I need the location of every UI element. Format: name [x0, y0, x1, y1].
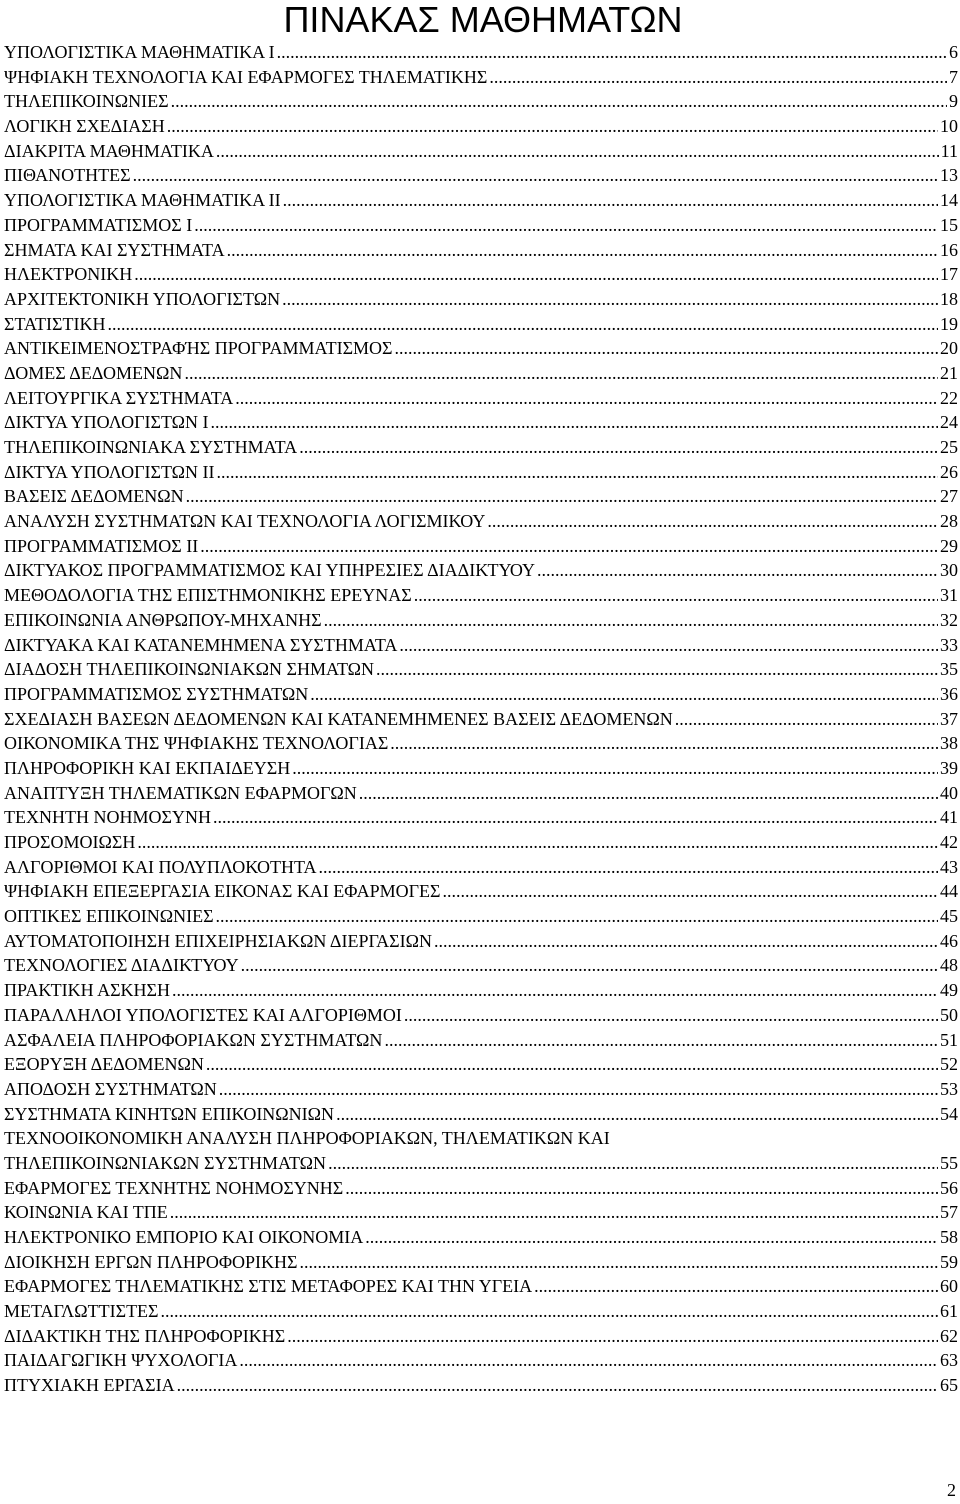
toc-dot-leader: [227, 238, 938, 263]
toc-entry-title: ΔΙΑΚΡΙΤΑ ΜΑΘΗΜΑΤΙΚΑ: [4, 140, 214, 161]
toc-dot-leader: [365, 1225, 938, 1250]
toc-entry-title: ΔΙΚΤΥΑ ΥΠΟΛΟΓΙΣΤΩΝ ΙΙ: [4, 461, 215, 482]
table-of-contents: [4, 40, 958, 1398]
toc-entry-title: ΤΕΧΝΟΟΙΚΟΝΟΜΙΚΗ ΑΝΑΛΥΣΗ ΠΛΗΡΟΦΟΡΙΑΚΩΝ, ΤΗΛΕΜΑΤΙΚΩΝ ΚΑΙ: [4, 1128, 610, 1149]
toc-entry[interactable]: [4, 312, 958, 337]
toc-entry[interactable]: [4, 386, 958, 411]
toc-entry-title: ΕΠΙΚΟΙΝΩΝΙΑ ΑΝΘΡΩΠΟΥ-ΜΗΧΑΝΗΣ: [4, 609, 322, 630]
toc-dot-leader: [108, 312, 938, 337]
toc-entry-title: ΛΕΙΤΟΥΡΓΙΚΑ ΣΥΣΤΗΜΑΤΑ: [4, 387, 234, 408]
toc-page-number: 50: [940, 1004, 958, 1025]
toc-page-number: 41: [940, 807, 958, 828]
toc-entry-title: ΣΥΣΤΗΜΑΤΑ ΚΙΝΗΤΩΝ ΕΠΙΚΟΙΝΩΝΙΩΝ: [4, 1103, 335, 1124]
toc-entry-title: ΕΦΑΡΜΟΓΕΣ ΤΕΧΝΗΤΗΣ ΝΟΗΜΟΣΥΝΗΣ: [4, 1177, 344, 1198]
toc-entry-title-cont: ΤΗΛΕΠΙΚΟΙΝΩΝΙΑΚΩΝ ΣΥΣΤΗΜΑΤΩΝ: [4, 1152, 327, 1173]
toc-entry[interactable]: [4, 805, 958, 830]
toc-page-number: 27: [940, 486, 958, 507]
toc-entry[interactable]: [4, 879, 958, 904]
toc-page-number: 59: [940, 1251, 958, 1272]
toc-page-number: 33: [940, 634, 958, 655]
toc-entry-title: ΤΗΛΕΠΙΚΟΙΝΩΝΙΕΣ: [4, 91, 169, 112]
toc-entry-title: ΒΑΣΕΙΣ ΔΕΔΟΜΕΝΩΝ: [4, 486, 184, 507]
toc-dot-leader: [211, 410, 938, 435]
toc-dot-leader: [345, 1176, 938, 1201]
toc-entry-title: ΕΦΑΡΜΟΓΕΣ ΤΗΛΕΜΑΤΙΚΗΣ ΣΤΙΣ ΜΕΤΑΦΟΡΕΣ ΚΑΙ ΤΗΝ ΥΓΕΙΑ: [4, 1276, 533, 1297]
toc-entry[interactable]: [4, 1299, 958, 1324]
toc-page-number: 65: [940, 1375, 958, 1396]
toc-page-number: 18: [940, 288, 958, 309]
toc-page-number: 45: [940, 906, 958, 927]
toc-dot-leader: [376, 657, 938, 682]
toc-dot-leader: [206, 1052, 938, 1077]
toc-entry[interactable]: [4, 89, 958, 114]
toc-entry-title: ΗΛΕΚΤΡΟΝΙΚΗ: [4, 264, 133, 285]
toc-entry[interactable]: [4, 139, 958, 164]
toc-entry-title: ΑΛΓΟΡΙΘΜΟΙ ΚΑΙ ΠΟΛΥΠΛΟΚΟΤΗΤΑ: [4, 856, 317, 877]
toc-entry-title: ΣΧΕΔΙΑΣΗ ΒΑΣΕΩΝ ΔΕΔΟΜΕΝΩΝ ΚΑΙ ΚΑΤΑΝΕΜΗΜΕΝΕΣ ΒΑΣΕΙΣ ΔΕΔΟΜΕΝΩΝ: [4, 708, 673, 729]
toc-page-number: 14: [940, 190, 958, 211]
toc-page-number: 56: [940, 1177, 958, 1198]
toc-entry[interactable]: [4, 287, 958, 312]
toc-entry[interactable]: [4, 682, 958, 707]
toc-entry[interactable]: [4, 1176, 958, 1201]
toc-page-number: 55: [940, 1152, 958, 1173]
toc-entry[interactable]: [4, 262, 958, 287]
toc-page-number: 31: [940, 585, 958, 606]
toc-entry-title: ΥΠΟΛΟΓΙΣΤΙΚΑ ΜΑΘΗΜΑΤΙΚΑ ΙΙ: [4, 190, 281, 211]
toc-page-number: 26: [940, 461, 958, 482]
toc-entry[interactable]: [4, 361, 958, 386]
toc-entry-title: ΑΣΦΑΛΕΙΑ ΠΛΗΡΟΦΟΡΙΑΚΩΝ ΣΥΣΤΗΜΑΤΩΝ: [4, 1029, 383, 1050]
toc-page-number: 20: [940, 338, 958, 359]
toc-dot-leader: [300, 1250, 938, 1275]
toc-entry[interactable]: [4, 1274, 958, 1299]
toc-page-number: 43: [940, 856, 958, 877]
toc-dot-leader: [241, 953, 938, 978]
toc-entry-title: ΕΞΟΡΥΞΗ ΔΕΔΟΜΕΝΩΝ: [4, 1054, 204, 1075]
toc-page-number: 30: [940, 560, 958, 581]
toc-page-number: 51: [940, 1029, 958, 1050]
toc-dot-leader: [534, 1274, 938, 1299]
toc-dot-leader: [537, 558, 938, 583]
toc-entry[interactable]: [4, 707, 958, 732]
page-number: 2: [947, 1480, 956, 1500]
toc-page-number: 61: [940, 1301, 958, 1322]
toc-page-number: 38: [940, 733, 958, 754]
toc-entry-continuation[interactable]: [4, 1151, 958, 1176]
toc-page-number: 9: [949, 91, 958, 112]
toc-page-number: 17: [940, 264, 958, 285]
toc-entry-title: ΟΠΤΙΚΕΣ ΕΠΙΚΟΙΝΩΝΙΕΣ: [4, 906, 214, 927]
toc-entry[interactable]: [4, 583, 958, 608]
toc-entry-title: ΔΙΟΙΚΗΣΗ ΕΡΓΩΝ ΠΛΗΡΟΦΟΡΙΚΗΣ: [4, 1251, 298, 1272]
toc-entry-title: ΤΕΧΝΟΛΟΓΙΕΣ ΔΙΑΔΙΚΤΥΟΥ: [4, 955, 239, 976]
toc-dot-leader: [235, 386, 938, 411]
toc-entry-title: ΜΕΤΑΓΛΩΤΤΙΣΤΕΣ: [4, 1301, 159, 1322]
toc-page-number: 19: [940, 313, 958, 334]
toc-entry-title: ΤΕΧΝΗΤΗ ΝΟΗΜΟΣΥΝΗ: [4, 807, 211, 828]
toc-entry-title: ΠΑΡΑΛΛΗΛΟΙ ΥΠΟΛΟΓΙΣΤΕΣ ΚΑΙ ΑΛΓΟΡΙΘΜΟΙ: [4, 1004, 402, 1025]
toc-entry[interactable]: [4, 558, 958, 583]
toc-entry-title: ΤΗΛΕΠΙΚΟΙΝΩΝΙΑΚΑ ΣΥΣΤΗΜΑΤΑ: [4, 437, 298, 457]
toc-dot-leader: [336, 1102, 938, 1127]
toc-entry-title: ΑΝΑΠΤΥΞΗ ΤΗΛΕΜΑΤΙΚΩΝ ΕΦΑΡΜΟΓΩΝ: [4, 782, 357, 803]
toc-page-number: 62: [940, 1325, 958, 1346]
toc-entry[interactable]: [4, 1324, 958, 1349]
toc-entry[interactable]: [4, 1250, 958, 1275]
toc-dot-leader: [310, 682, 938, 707]
toc-entry-title: ΠΤΥΧΙΑΚΗ ΕΡΓΑΣΙΑ: [4, 1375, 175, 1396]
toc-page-number: 39: [940, 757, 958, 778]
toc-dot-leader: [184, 361, 938, 386]
toc-entry-title: ΔΙΚΤΥΑΚΟΣ ΠΡΟΓΡΑΜΜΑΤΙΣΜΟΣ ΚΑΙ ΥΠΗΡΕΣΙΕΣ ΔΙΑΔΙΚΤΥΟΥ: [4, 560, 535, 581]
toc-entry[interactable]: [4, 1200, 958, 1225]
toc-dot-leader: [675, 707, 938, 732]
toc-entry-title: ΣΗΜΑΤΑ ΚΑΙ ΣΥΣΤΗΜΑΤΑ: [4, 239, 225, 260]
toc-entry[interactable]: [4, 855, 958, 880]
toc-page-number: 37: [940, 708, 958, 729]
toc-page-number: 46: [940, 930, 958, 951]
toc-entry-title: ΚΟΙΝΩΝΙΑ ΚΑΙ ΤΠΕ: [4, 1202, 168, 1223]
toc-entry-title: ΠΡΟΣΟΜΟΙΩΣΗ: [4, 832, 136, 852]
toc-page-number: 22: [940, 387, 958, 408]
toc-dot-leader: [213, 805, 938, 830]
toc-entry[interactable]: [4, 336, 958, 361]
toc-page-number: 40: [940, 782, 958, 803]
toc-dot-leader: [282, 287, 938, 312]
toc-dot-leader: [171, 89, 947, 114]
toc-dot-leader: [194, 213, 938, 238]
toc-entry[interactable]: [4, 460, 958, 485]
toc-dot-leader: [443, 879, 939, 904]
toc-dot-leader: [216, 139, 939, 164]
toc-page-number: 42: [940, 832, 958, 852]
toc-dot-leader: [399, 633, 938, 658]
toc-page-number: 13: [940, 165, 958, 186]
toc-entry[interactable]: [4, 1003, 958, 1028]
toc-dot-leader: [186, 484, 938, 509]
toc-dot-leader: [137, 830, 938, 855]
toc-entry-title: ΨΗΦΙΑΚΗ ΤΕΧΝΟΛΟΓΙΑ ΚΑΙ ΕΦΑΡΜΟΓΕΣ ΤΗΛΕΜΑΤΙΚΗΣ: [4, 66, 488, 87]
toc-dot-leader: [487, 509, 938, 534]
toc-dot-leader: [319, 855, 938, 880]
toc-dot-leader: [219, 1077, 938, 1102]
toc-page-number: 35: [940, 659, 958, 680]
toc-dot-leader: [161, 1299, 938, 1324]
toc-page-number: 6: [949, 42, 958, 62]
toc-entry[interactable]: [4, 929, 958, 954]
toc-entry[interactable]: [4, 238, 958, 263]
toc-dot-leader: [299, 435, 938, 460]
toc-dot-leader: [200, 534, 938, 559]
toc-dot-leader: [134, 262, 938, 287]
toc-entry[interactable]: [4, 213, 958, 238]
toc-entry-title: ΨΗΦΙΑΚΗ ΕΠΕΞΕΡΓΑΣΙΑ ΕΙΚΟΝΑΣ ΚΑΙ ΕΦΑΡΜΟΓΕΣ: [4, 881, 441, 902]
toc-dot-leader: [133, 163, 938, 188]
toc-dot-leader: [170, 1200, 938, 1225]
toc-page-number: 54: [940, 1103, 958, 1124]
toc-entry[interactable]: [4, 830, 958, 855]
toc-dot-leader: [177, 1373, 938, 1398]
toc-entry[interactable]: [4, 40, 958, 65]
toc-entry[interactable]: [4, 904, 958, 929]
toc-entry[interactable]: [4, 509, 958, 534]
toc-entry[interactable]: [4, 756, 958, 781]
toc-entry[interactable]: [4, 1028, 958, 1053]
toc-entry-title: ΑΝΑΛΥΣΗ ΣΥΣΤΗΜΑΤΩΝ ΚΑΙ ΤΕΧΝΟΛΟΓΙΑ ΛΟΓΙΣΜΙΚΟΥ: [4, 511, 486, 532]
toc-entry-title: ΠΡΟΓΡΑΜΜΑΤΙΣΜΟΣ ΣΥΣΤΗΜΑΤΩΝ: [4, 683, 309, 704]
toc-entry[interactable]: [4, 731, 958, 756]
toc-entry-title: ΣΤΑΤΙΣΤΙΚΗ: [4, 313, 106, 334]
toc-page-number: 24: [940, 412, 958, 433]
toc-entry[interactable]: [4, 435, 958, 460]
toc-page-number: 7: [949, 66, 958, 87]
toc-page-number: 16: [940, 239, 958, 260]
toc-page-number: 52: [940, 1054, 958, 1075]
toc-page-number: 25: [940, 437, 958, 457]
toc-dot-leader: [384, 1028, 938, 1053]
toc-entry-title: ΔΙΑΔΟΣΗ ΤΗΛΕΠΙΚΟΙΝΩΝΙΑΚΩΝ ΣΗΜΑΤΩΝ: [4, 659, 375, 680]
toc-page-number: 32: [940, 609, 958, 630]
toc-entry[interactable]: [4, 978, 958, 1003]
toc-entry-title: ΗΛΕΚΤΡΟΝΙΚΟ ΕΜΠΟΡΙΟ ΚΑΙ ΟΙΚΟΝΟΜΙΑ: [4, 1227, 364, 1247]
toc-entry[interactable]: [4, 1126, 958, 1151]
toc-entry[interactable]: [4, 163, 958, 188]
toc-entry-title: ΠΡΑΚΤΙΚΗ ΑΣΚΗΣΗ: [4, 980, 171, 1001]
toc-entry-title: ΔΙΚΤΥΑΚΑ ΚΑΙ ΚΑΤΑΝΕΜΗΜΕΝΑ ΣΥΣΤΗΜΑΤΑ: [4, 634, 398, 655]
toc-dot-leader: [489, 65, 947, 90]
toc-entry[interactable]: [4, 657, 958, 682]
toc-entry[interactable]: [4, 1373, 958, 1398]
toc-entry[interactable]: [4, 781, 958, 806]
toc-page-number: 36: [940, 683, 958, 704]
toc-entry[interactable]: [4, 114, 958, 139]
toc-entry-title: ΛΟΓΙΚΗ ΣΧΕΔΙΑΣΗ: [4, 116, 165, 137]
toc-page-number: 11: [940, 140, 958, 161]
toc-entry[interactable]: [4, 65, 958, 90]
page-title: ΠΙΝΑΚΑΣ ΜΑΘΗΜΑΤΩΝ: [283, 0, 683, 40]
toc-page-number: 48: [940, 955, 958, 976]
toc-entry-title: ΑΝΤΙΚΕΙΜΕΝΟΣΤΡΑΦΉΣ ΠΡΟΓΡΑΜΜΑΤΙΣΜΟΣ: [4, 338, 393, 359]
toc-entry-title: ΠΛΗΡΟΦΟΡΙΚΗ ΚΑΙ ΕΚΠΑΙΔΕΥΣΗ: [4, 757, 291, 778]
toc-dot-leader: [292, 756, 938, 781]
toc-page-number: 53: [940, 1078, 958, 1099]
toc-entry[interactable]: [4, 1225, 958, 1250]
toc-dot-leader: [239, 1348, 938, 1373]
toc-page-number: 21: [940, 362, 958, 383]
toc-dot-leader: [390, 731, 938, 756]
toc-entry[interactable]: [4, 534, 958, 559]
toc-dot-leader: [434, 929, 938, 954]
toc-entry[interactable]: [4, 953, 958, 978]
toc-entry-title: ΠΡΟΓΡΑΜΜΑΤΙΣΜΟΣ ΙΙ: [4, 535, 199, 556]
toc-entry-title: ΔΙΔΑΚΤΙΚΗ ΤΗΣ ΠΛΗΡΟΦΟΡΙΚΗΣ: [4, 1325, 286, 1346]
toc-entry[interactable]: [4, 1077, 958, 1102]
toc-page-number: 44: [940, 881, 958, 902]
toc-dot-leader: [216, 904, 938, 929]
toc-page-number: 10: [940, 116, 958, 137]
toc-dot-leader: [328, 1151, 938, 1176]
toc-entry-title: ΠΡΟΓΡΑΜΜΑΤΙΣΜΟΣ Ι: [4, 214, 193, 235]
toc-page-number: 60: [940, 1276, 958, 1297]
toc-entry-title: ΠΙΘΑΝΟΤΗΤΕΣ: [4, 165, 131, 186]
toc-entry[interactable]: [4, 188, 958, 213]
toc-entry-title: ΜΕΘΟΔΟΛΟΓΙΑ ΤΗΣ ΕΠΙΣΤΗΜΟΝΙΚΗΣ ΕΡΕΥΝΑΣ: [4, 585, 412, 606]
toc-entry[interactable]: [4, 1052, 958, 1077]
toc-dot-leader: [287, 1324, 938, 1349]
toc-dot-leader: [414, 583, 938, 608]
toc-entry-title: ΑΡΧΙΤΕΚΤΟΝΙΚΗ ΥΠΟΛΟΓΙΣΤΩΝ: [4, 288, 281, 309]
toc-page-number: 49: [940, 980, 958, 1001]
toc-entry[interactable]: [4, 633, 958, 658]
toc-entry[interactable]: [4, 1102, 958, 1127]
toc-entry-title: ΥΠΟΛΟΓΙΣΤΙΚΑ ΜΑΘΗΜΑΤΙΚΑ Ι: [4, 42, 275, 62]
toc-dot-leader: [395, 336, 938, 361]
toc-page-number: 63: [940, 1350, 958, 1371]
toc-entry[interactable]: [4, 410, 958, 435]
toc-entry-title: ΑΥΤΟΜΑΤΟΠΟΙΗΣΗ ΕΠΙΧΕΙΡΗΣΙΑΚΩΝ ΔΙΕΡΓΑΣΙΩΝ: [4, 930, 432, 951]
toc-page-number: 15: [940, 214, 958, 235]
toc-entry[interactable]: [4, 484, 958, 509]
toc-dot-leader: [283, 188, 938, 213]
toc-entry-title: ΔΟΜΕΣ ΔΕΔΟΜΕΝΩΝ: [4, 362, 183, 383]
toc-page-number: 57: [940, 1202, 958, 1223]
toc-dot-leader: [404, 1003, 938, 1028]
toc-page-number: 58: [940, 1227, 958, 1247]
toc-entry-title: ΑΠΟΔΟΣΗ ΣΥΣΤΗΜΑΤΩΝ: [4, 1078, 217, 1099]
toc-dot-leader: [167, 114, 938, 139]
toc-dot-leader: [172, 978, 938, 1003]
toc-entry-title: ΔΙΚΤΥΑ ΥΠΟΛΟΓΙΣΤΩΝ Ι: [4, 412, 209, 433]
toc-entry-title: ΠΑΙΔΑΓΩΓΙΚΗ ΨΥΧΟΛΟΓΙΑ: [4, 1350, 238, 1371]
toc-dot-leader: [359, 781, 938, 806]
toc-dot-leader: [217, 460, 938, 485]
toc-entry[interactable]: [4, 1348, 958, 1373]
toc-entry-title: ΟΙΚΟΝΟΜΙΚΑ ΤΗΣ ΨΗΦΙΑΚΗΣ ΤΕΧΝΟΛΟΓΙΑΣ: [4, 733, 389, 754]
toc-entry[interactable]: [4, 608, 958, 633]
toc-page-number: 29: [940, 535, 958, 556]
toc-page-number: 28: [940, 511, 958, 532]
toc-dot-leader: [277, 40, 947, 65]
toc-dot-leader: [324, 608, 938, 633]
